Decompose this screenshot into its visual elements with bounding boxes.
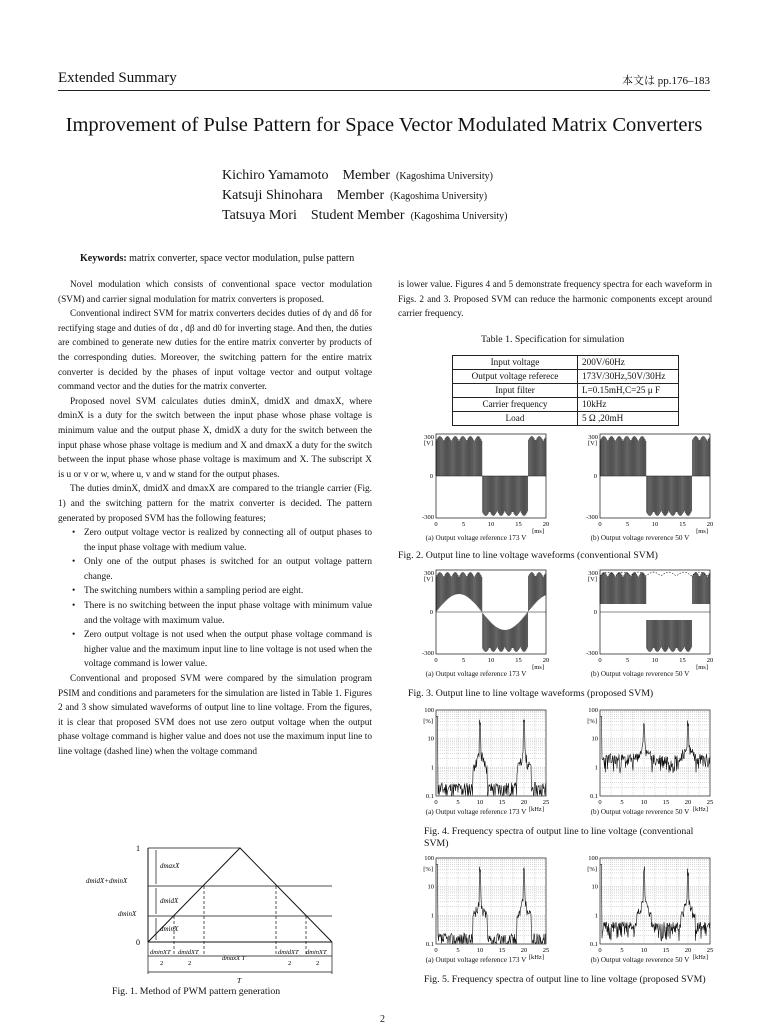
- table-caption: Table 1. Specification for simulation: [481, 334, 625, 345]
- x-tick: 10: [487, 521, 495, 528]
- subfigure-caption: (b) Output voltage reverence 50 V: [590, 808, 690, 816]
- fig2a-chart: [396, 430, 556, 542]
- table-cell: Input filter: [453, 384, 578, 398]
- paragraph: Conventional indirect SVM for matrix converters decides duties of dγ and dδ for rectifying stage and duties of dα , dβ and d0 for inverting stage. And then, the duties are combined to generate new duties for the entire matrix converter by products of the corresponding duties. Moreover, the switching pattern for the entire matrix converter is decided by the phases of input voltage vector and output voltage command vector and the duties for the matrix converter.: [58, 309, 372, 393]
- x-tick: 15: [662, 947, 670, 954]
- y-tick: 10: [427, 883, 434, 891]
- y-unit: [V]: [423, 576, 433, 583]
- x-tick: 5: [456, 947, 460, 954]
- subfigure-caption: (b) Output voltage reverence 50 V: [590, 534, 690, 542]
- table-cell: 173V/30Hz,50V/30Hz: [578, 370, 679, 384]
- x-tick: 10: [651, 657, 659, 664]
- list-item: • Only one of the output phases is switched for an output voltage pattern change.: [72, 555, 372, 584]
- header-rule: [58, 90, 710, 91]
- right-column: [398, 278, 712, 322]
- fig3b-chart: [560, 566, 720, 678]
- subfigure-caption: (b) Output voltage reverence 50 V: [590, 670, 690, 678]
- x-tick: 0: [434, 657, 438, 664]
- fig1-label-dmid: dmidX: [160, 897, 179, 905]
- author-affiliation: (Kagoshima University): [410, 211, 508, 222]
- y-tick: -300: [422, 650, 434, 657]
- fig1-b5: dminXT: [306, 949, 327, 956]
- fig5b-chart: [560, 852, 720, 970]
- waveform-plot: [396, 566, 556, 674]
- fig3a-chart: [396, 566, 556, 678]
- table-row: [453, 398, 679, 412]
- x-unit: [kHz]: [692, 954, 708, 961]
- table-cell: 5 Ω ,20mH: [578, 412, 679, 426]
- paragraph: Proposed novel SVM calculates duties dminX, dmidX and dmaxX, where dminX is a duty for the switch between the input phase whose phase voltage is minimum value and the output phase X, dmidX a duty for the switch between the input phase whose phase voltage is medium and X and dmaxX a duty for the switch between the input phase whose phase voltage is maximum and X. The subscript X is u or v or w, where u, v and w stand for the output phases.: [58, 396, 372, 480]
- x-tick: 20: [684, 799, 692, 806]
- fig1-b4: dmidXT: [278, 949, 299, 956]
- y-unit: [V]: [587, 576, 597, 583]
- table-cell: Load: [453, 412, 578, 426]
- keywords: [80, 253, 354, 264]
- spectrum-plot: [396, 704, 556, 822]
- fig1-label-zero: 0: [136, 938, 140, 947]
- waveform-plot: [560, 430, 720, 538]
- author-name: Tatsuya Mori: [222, 208, 297, 223]
- fig1-caption: Fig. 1. Method of PWM pattern generation: [112, 986, 281, 997]
- author-name: Kichiro Yamamoto: [222, 168, 329, 183]
- x-tick: 10: [640, 799, 648, 806]
- x-tick: 0: [434, 947, 438, 954]
- author-role: Member: [342, 168, 390, 183]
- keywords-text: matrix converter, space vector modulation, pulse pattern: [129, 253, 355, 264]
- y-tick: 0: [593, 473, 597, 480]
- y-tick: 0.1: [425, 941, 434, 948]
- table-row: [453, 412, 679, 426]
- x-tick: 20: [684, 947, 692, 954]
- x-tick: 10: [640, 947, 648, 954]
- y-tick: 300: [588, 570, 598, 577]
- x-tick: 5: [461, 657, 466, 664]
- y-unit: [%]: [423, 866, 433, 873]
- x-unit: [ms]: [532, 528, 544, 535]
- subfigure-caption: (a) Output voltage reference 173 V: [425, 956, 527, 964]
- list-item: • The switching numbers within a sampling period are eight.: [72, 584, 372, 599]
- keywords-label: Keywords:: [80, 253, 127, 264]
- table-cell: L=0.15mH,C=25 μ F: [578, 384, 679, 398]
- x-tick: 15: [498, 799, 506, 806]
- list-item: • Zero output voltage is not used when the output phase voltage command is higher value and the maximum input line to line voltage is not used when the voltage command is lower value.: [72, 628, 372, 672]
- fig2b-chart: [560, 430, 720, 542]
- table-row: [453, 384, 679, 398]
- table-row: [453, 356, 679, 370]
- x-unit: [ms]: [696, 664, 708, 671]
- fig1-label-dmax: dmaxX: [160, 862, 180, 870]
- y-tick: -300: [586, 514, 598, 521]
- table-cell: Input voltage: [453, 356, 578, 370]
- waveform-plot: [396, 430, 556, 538]
- page-range: 本文は pp.176–183: [622, 75, 710, 87]
- fig1-half: 2: [288, 960, 292, 967]
- fig2-caption: Fig. 2. Output line to line voltage waveforms (conventional SVM): [398, 550, 658, 561]
- fig5a-chart: [396, 852, 556, 970]
- fig3-caption: Fig. 3. Output line to line voltage waveforms (proposed SVM): [408, 688, 654, 699]
- y-tick: 1: [594, 912, 598, 920]
- x-tick: 0: [598, 799, 602, 806]
- list-item: • Zero output voltage vector is realized by connecting all of output phases to the input phase voltage with medium value.: [72, 526, 372, 555]
- fig1-diagram: [86, 838, 355, 988]
- fig1-label-dmin: dminX: [160, 925, 179, 933]
- x-tick: 10: [476, 799, 484, 806]
- y-tick: 0: [429, 473, 433, 480]
- x-unit: [kHz]: [692, 806, 708, 813]
- fig1-half: 2: [160, 960, 164, 967]
- x-tick: 5: [625, 521, 630, 528]
- y-tick: 1: [430, 912, 434, 920]
- y-tick: 10: [427, 735, 434, 743]
- fig4b-chart: [560, 704, 720, 822]
- x-tick: 25: [706, 947, 714, 954]
- paragraph: Conventional and proposed SVM were compared by the simulation program PSIM and conditions and parameters for the simulation are listed in Table 1. Figures 2 and 3 show simulated waveforms of output line to line voltage. From the figures, it is clear that proposed SVM does not use zero output voltage when the output phase voltage command is higher value and does not use the maximum input line to line voltage (dashed line) when the voltage command: [58, 674, 372, 757]
- x-tick: 5: [620, 799, 624, 806]
- x-tick: 15: [498, 947, 506, 954]
- subfigure-caption: (b) Output voltage reverence 50 V: [590, 956, 690, 964]
- x-tick: 25: [706, 799, 714, 806]
- paragraph: is lower value. Figures 4 and 5 demonstrate frequency spectra for each waveform in Figs. 2 and 3. Proposed SVM can reduce the harmonic components except around carrier frequency.: [398, 280, 712, 320]
- x-tick: 15: [679, 521, 686, 528]
- table-cell: 10kHz: [578, 398, 679, 412]
- y-unit: [%]: [587, 718, 597, 725]
- y-tick: 100: [424, 707, 434, 714]
- y-tick: 10: [591, 883, 598, 891]
- x-tick: 0: [434, 799, 438, 806]
- y-tick: 1: [594, 764, 598, 772]
- fig1-b1: dminXT: [150, 949, 171, 956]
- x-unit: [ms]: [696, 528, 708, 535]
- table-cell: 200V/60Hz: [578, 356, 679, 370]
- fig1-b2: dmidXT: [178, 949, 199, 956]
- y-tick: 1: [430, 764, 434, 772]
- y-unit: [%]: [587, 866, 597, 873]
- x-tick: 20: [706, 657, 714, 664]
- x-tick: 20: [520, 799, 528, 806]
- x-unit: [kHz]: [528, 954, 544, 961]
- spectrum-plot: [560, 852, 720, 970]
- x-tick: 0: [598, 521, 602, 528]
- fig4-caption: Fig. 4. Frequency spectra of output line to line voltage (conventional SVM): [424, 826, 694, 849]
- paper-title: Improvement of Pulse Pattern for Space Vector Modulated Matrix Converters: [65, 114, 703, 136]
- subfigure-caption: (a) Output voltage reference 173 V: [425, 670, 527, 678]
- x-tick: 20: [542, 521, 550, 528]
- x-tick: 0: [598, 657, 602, 664]
- header-label: Extended Summary: [58, 70, 177, 86]
- y-unit: [%]: [423, 718, 433, 725]
- author-role: Student Member: [310, 208, 405, 223]
- x-tick: 20: [706, 521, 714, 528]
- fig1-half: 2: [316, 960, 320, 967]
- y-unit: [V]: [587, 440, 597, 447]
- y-tick: 300: [424, 570, 434, 577]
- x-tick: 15: [515, 521, 522, 528]
- fig1-T: T: [237, 976, 242, 985]
- y-tick: -300: [586, 650, 598, 657]
- subfigure-caption: (a) Output voltage reference 173 V: [425, 534, 527, 542]
- x-tick: 15: [679, 657, 686, 664]
- x-tick: 5: [625, 657, 630, 664]
- spectrum-plot: [396, 852, 556, 970]
- author-role: Member: [336, 188, 385, 203]
- y-tick: 0.1: [589, 941, 598, 948]
- table-cell: Output voltage referece: [453, 370, 578, 384]
- fig1-label-mid: dmidX+dminX: [86, 877, 128, 885]
- y-tick: 100: [588, 855, 598, 862]
- x-tick: 0: [598, 947, 602, 954]
- fig4a-chart: [396, 704, 556, 822]
- paragraph: The duties dminX, dmidX and dmaxX are compared to the triangle carrier (Fig. 1) and the switching pattern for the matrix converter is decided. The pattern generated by proposed SVM has the following features;: [58, 484, 372, 524]
- y-tick: 0.1: [589, 793, 598, 800]
- subfigure-caption: (a) Output voltage reference 173 V: [425, 808, 527, 816]
- y-unit: [V]: [423, 440, 433, 447]
- author-affiliation: (Kagoshima University): [390, 191, 488, 202]
- fig1-label-min: dminX: [118, 910, 137, 918]
- x-tick: 20: [542, 657, 550, 664]
- x-unit: [ms]: [532, 664, 544, 671]
- spectrum-plot: [560, 704, 720, 822]
- spec-table: [452, 355, 679, 426]
- x-tick: 10: [487, 657, 495, 664]
- list-item: • There is no switching between the input phase voltage with minimum value and the voltage with maximum value.: [72, 599, 372, 628]
- x-tick: 15: [515, 657, 522, 664]
- x-tick: 25: [542, 799, 550, 806]
- fig1-b3: dmaxX T: [222, 955, 246, 962]
- fig1-half: 2: [188, 960, 192, 967]
- x-tick: 10: [651, 521, 659, 528]
- left-column: [58, 278, 372, 760]
- feature-list: [58, 526, 372, 672]
- y-tick: 10: [591, 735, 598, 743]
- x-unit: [kHz]: [528, 806, 544, 813]
- x-tick: 25: [542, 947, 550, 954]
- y-tick: 0: [429, 609, 433, 616]
- x-tick: 0: [434, 521, 438, 528]
- y-tick: 300: [588, 434, 598, 441]
- y-tick: 100: [588, 707, 598, 714]
- x-tick: 20: [520, 947, 528, 954]
- author-affiliation: (Kagoshima University): [396, 171, 493, 182]
- x-tick: 5: [456, 799, 460, 806]
- y-tick: 100: [424, 855, 434, 862]
- fig5-caption: Fig. 5. Frequency spectra of output line to line voltage (proposed SVM): [424, 974, 706, 985]
- waveform-plot: [560, 566, 720, 674]
- author-name: Katsuji Shinohara: [222, 188, 323, 203]
- fig1-label-one: 1: [136, 844, 140, 853]
- x-tick: 10: [476, 947, 484, 954]
- table-cell: Carrier frequency: [453, 398, 578, 412]
- y-tick: 0: [593, 609, 597, 616]
- author-1: [222, 168, 493, 184]
- x-tick: 5: [461, 521, 466, 528]
- author-3: [222, 208, 508, 224]
- table-row: [453, 370, 679, 384]
- x-tick: 15: [662, 799, 670, 806]
- x-tick: 5: [620, 947, 624, 954]
- y-tick: -300: [422, 514, 434, 521]
- paragraph: Novel modulation which consists of conventional space vector modulation (SVM) and carrier signal modulation for matrix converters is proposed.: [58, 280, 372, 305]
- author-2: [222, 188, 487, 204]
- y-tick: 0.1: [425, 793, 434, 800]
- y-tick: 300: [424, 434, 434, 441]
- page-number: 2: [380, 1014, 385, 1025]
